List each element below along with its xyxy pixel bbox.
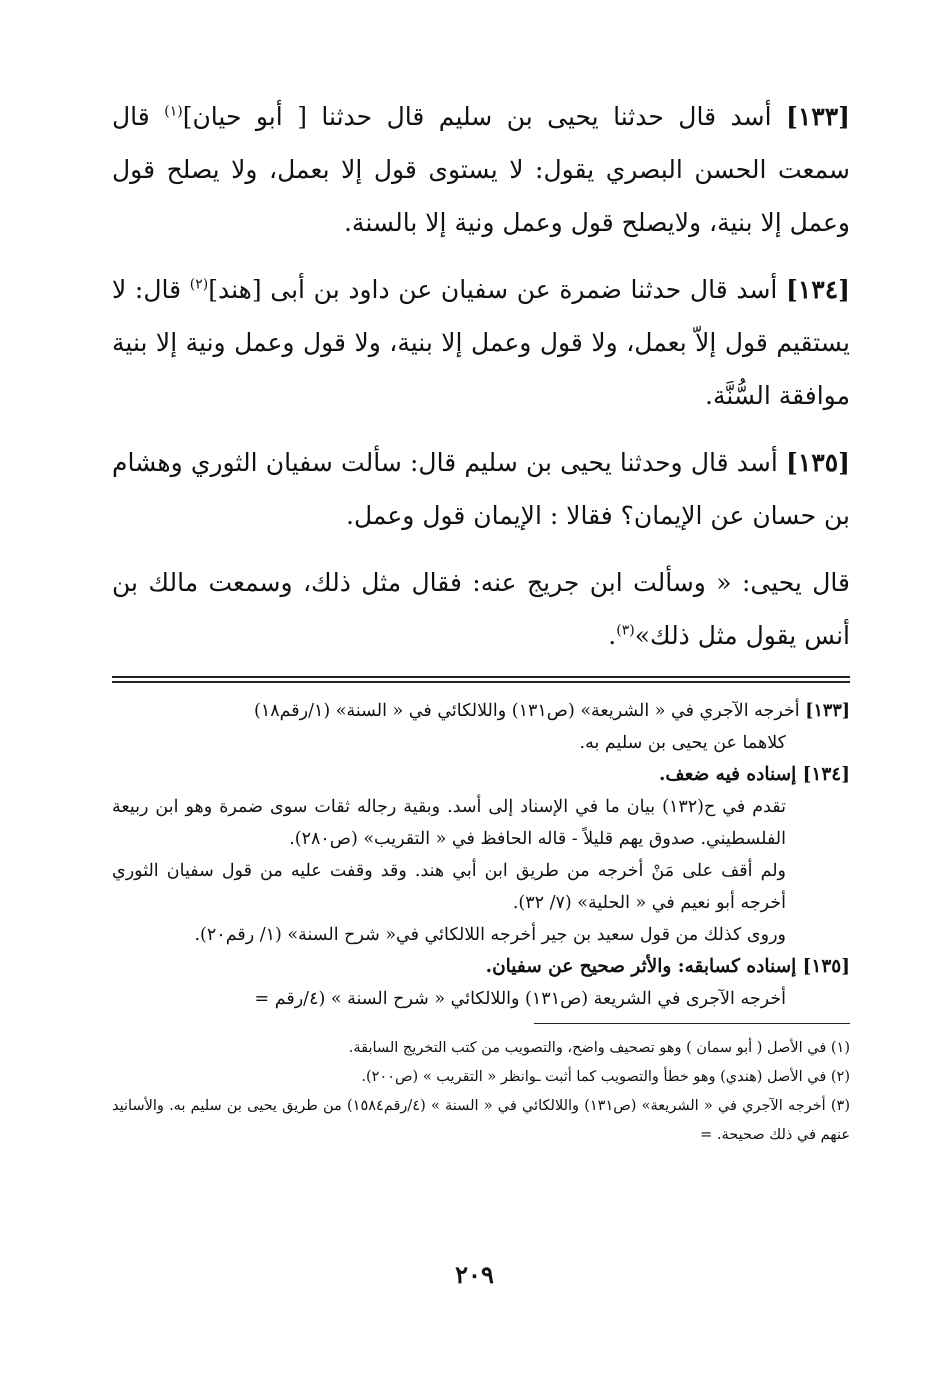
note-number: [١٣٣] bbox=[805, 701, 850, 721]
paragraph-text: أسد قال حدثنا ضمرة عن سفيان عن داود بن أبى [هند] bbox=[208, 275, 787, 304]
entry-number: [١٣٣] bbox=[786, 102, 850, 131]
note-134-para: ولم أقف على مَنْ أخرجه من طريق ابن أبي هند. وقد وقفت عليه من قول سفيان الثوري أخرجه أبو نعيم في « الحلية» (٧/ ٣٢). bbox=[112, 861, 786, 913]
note-135-para: أخرجه الآجرى في الشريعة (ص١٣١) واللالكائي « شرح السنة » (٤/رقم = bbox=[254, 989, 786, 1009]
note-134-para: تقدم في ح(١٣٢) بيان ما في الإسناد إلى أسد. وبقية رجاله ثقات سوى ضمرة وهو ابن ربيعة الفلسطيني. صدوق يهم قليلاً - قاله الحافظ في « التقريب» (ص٢٨٠). bbox=[112, 797, 787, 849]
entry-number: [١٣٤] bbox=[786, 275, 851, 304]
note-133 bbox=[112, 695, 850, 727]
footnote-ref[interactable]: (٣) bbox=[616, 622, 635, 639]
page-body bbox=[112, 90, 850, 1150]
footnotes bbox=[112, 1034, 850, 1150]
entry-number: [١٣٥] bbox=[786, 448, 850, 477]
footnote-2: (٢) في الأصل (هندي) وهو خطأ والتصويب كما أثبت ـوانظر « التقريب » (ص٢٠٠). bbox=[361, 1069, 850, 1085]
note-134-heading: [١٣٤] إسناده فيه ضعف. bbox=[658, 764, 850, 785]
page-number: ٢٠٩ bbox=[455, 1260, 494, 1289]
main-text bbox=[112, 90, 850, 662]
footnote-ref[interactable]: (٢) bbox=[189, 276, 209, 293]
takhrij-notes bbox=[112, 695, 850, 1015]
note-text: أخرجه الآجري في « الشريعة» (ص١٣١) واللالكائي في « السنة» (١/رقم١٨) bbox=[254, 701, 806, 721]
paragraph-text: قال يحيى: « وسألت ابن جريج عنه: فقال مثل ذلك، وسمعت مالك بن أنس يقول مثل ذلك» bbox=[112, 568, 850, 650]
paragraph-text: . bbox=[608, 621, 617, 650]
paragraph-text: قال: لا يستقيم قول إلاّ بعمل، ولا قول وعمل إلا بنية، ولا قول وعمل ونية إلا بنية موافقة السُّنَّة. bbox=[112, 275, 850, 410]
note-135-heading: [١٣٥] إسناده كسابقه: والأثر صحيح عن سفيان. bbox=[485, 956, 850, 977]
footnote-3: (٣) أخرجه الآجري في « الشريعة» (ص١٣١) واللالكائي في « السنة » (٤/رقم١٥٨٤) من طريق يحيى بن سليم به. والأسانيد عنهم في ذلك صحيحة. = bbox=[112, 1098, 850, 1143]
paragraph-134 bbox=[112, 263, 850, 422]
paragraph-text: أسد قال وحدثنا يحيى بن سليم قال: سألت سفيان الثوري وهشام بن حسان عن الإيمان؟ فقالا : الإيمان قول وعمل. bbox=[112, 448, 850, 530]
paragraph-yahya bbox=[112, 556, 850, 662]
paragraph-135 bbox=[112, 436, 850, 542]
note-134-para: وروى كذلك من قول سعيد بن جير أخرجه اللالكائي في« شرح السنة» (١/ رقم٢٠). bbox=[194, 925, 786, 945]
footnote-ref[interactable]: (١) bbox=[164, 103, 183, 120]
paragraph-text: أسد قال حدثنا يحيى بن سليم قال حدثنا [ أبو حيان] bbox=[182, 102, 787, 131]
footnote-1: (١) في الأصل ( أبو سمان ) وهو تصحيف واضح، والتصويب من كتب التخريج السابقة. bbox=[348, 1040, 850, 1056]
paragraph-133 bbox=[112, 90, 850, 249]
footnote-divider bbox=[534, 1023, 850, 1024]
paragraph-text: قال سمعت الحسن البصري يقول: لا يستوى قول إلا بعمل، ولا يصلح قول وعمل إلا بنية، ولايصلح قول وعمل ونية إلا بالسنة. bbox=[112, 102, 850, 237]
note-133-cont: كلاهما عن يحيى بن سليم به. bbox=[579, 733, 786, 753]
notes-divider bbox=[112, 676, 850, 683]
